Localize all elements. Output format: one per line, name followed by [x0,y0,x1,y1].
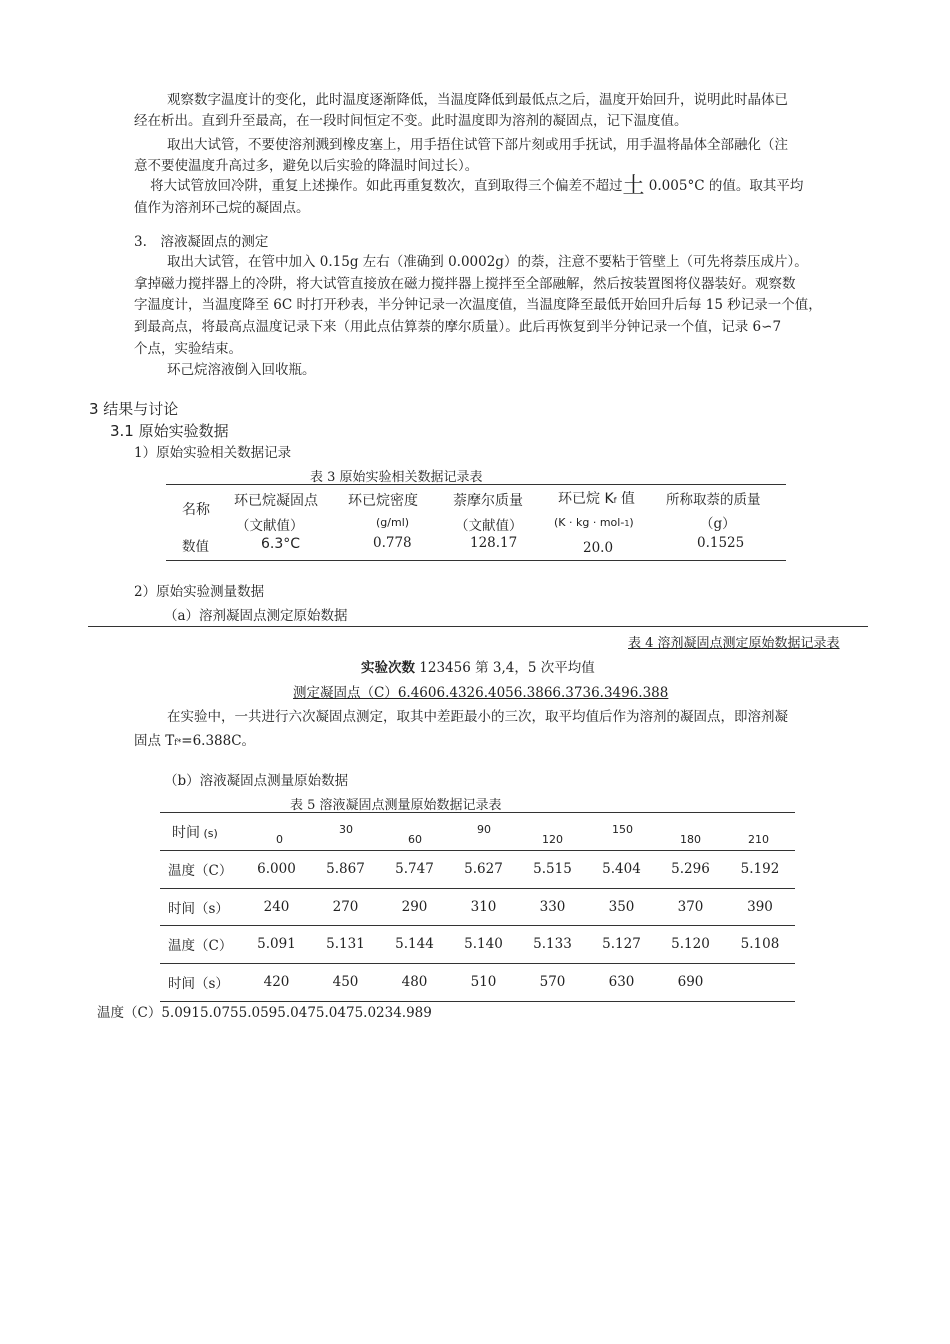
table3-header-4-bottom-a: (K · kg · mol- [554,516,625,529]
table-cell: 5.131 [326,936,365,952]
table-cell: 690 [677,974,704,990]
section-3-line-6: 环己烷溶液倒入回收瓶。 [167,362,316,378]
table3-value-5: 0.1525 [697,535,745,551]
table3-header-4-top-b: 值 [616,491,635,507]
table5-head-time-5: 150 [612,823,633,836]
table3-header-4-top-sub: f [613,496,617,505]
table5-top-rule [160,812,795,813]
heading-related-data: 1）原始实验相关数据记录 [134,445,292,461]
table-cell: 510 [470,974,497,990]
table5-header-label [172,822,218,842]
table-cell: 5.747 [395,861,434,878]
table5-head-time-6: 180 [680,833,701,846]
table5-trailing-row: 温度（C）5.0915.0755.0595.0475.0475.0234.989 [97,1005,432,1021]
table-cell: 420 [263,974,290,990]
table-cell: 570 [539,974,566,990]
section-3-line-2: 拿掉磁力搅拌器上的冷阱，将大试管直接放在磁力搅拌器上搅拌至全部融解，然后按装置图将仪器装好。观察数 [134,276,796,292]
table-cell: 450 [332,974,359,990]
table-cell: 5.515 [533,861,572,878]
row-label: 温度（C） [168,938,233,954]
table-cell: 270 [332,898,359,915]
table3-header-2-bottom: (g/ml) [376,516,410,529]
table-cell: 5.120 [671,936,710,952]
table4-header-label: 实验次数 [361,660,415,676]
section-3-line-3: 字温度计，当温度降至 6C 时打开秒表，半分钟记录一次温度值，当温度降至最低开始回升后每 15 秒记录一个值， [134,297,822,313]
section-divider [88,626,868,627]
table-cell: 370 [677,898,704,915]
table5-head-time-3: 90 [477,823,491,836]
table-cell: 5.133 [533,936,572,952]
conclusion-text-a: 固点 T [134,733,175,749]
table-cell: 5.192 [740,861,780,878]
table5-head-time-2: 60 [408,833,422,846]
table-cell: 5.140 [464,936,503,952]
table3-row-label: 数值 [182,539,209,555]
paragraph-3-text-a: 将大试管放回冷阱，重复上述操作。如此再重复数次，直到取得三个偏差不超过 [150,178,623,194]
table3-bottom-rule [166,560,786,561]
table-cell: 5.296 [671,861,710,878]
conclusion-subscript: f* [174,738,182,747]
table3-caption: 表 3 原始实验相关数据记录表 [310,470,483,485]
table3-header-5-bottom: （g） [700,516,736,532]
heading-results: 3 结果与讨论 [89,400,179,418]
table-row [160,963,795,1001]
table3-header-4-bottom-sub: 1 [624,519,630,528]
table-cell: 5.404 [602,861,641,878]
table5-head-time-4: 120 [542,833,563,846]
table4-header [361,656,595,676]
table-row [160,888,795,925]
table3-value-2: 0.778 [373,535,412,551]
paragraph-2-line-2: 意不要使温度升高过多，避免以后实验的降温时间过长）。 [134,158,479,174]
table-cell: 5.091 [257,936,296,952]
table-cell: 5.108 [740,936,780,952]
table-cell: 6.000 [257,861,296,878]
table5-header-label-text: 时间 [172,825,200,841]
table4-row: 测定凝固点（C）6.4606.4326.4056.3866.3736.3496.388 [293,685,669,701]
table3-header-3-top: 萘摩尔质量 [453,493,523,509]
paragraph-1-line-1: 观察数字温度计的变化，此时温度逐渐降低，当温度降低到最低点之后，温度开始回升，说明此时晶体已 [167,92,788,108]
table-cell: 330 [539,898,566,915]
table3-header-3-bottom: （文献值） [455,518,523,534]
conclusion-text-b: =6.388C。 [181,733,256,749]
table3-value-4: 20.0 [583,540,614,556]
row-label: 时间（s） [168,900,229,917]
table3-header-5-top: 所称取萘的质量 [666,492,761,508]
table3-header-4-top [558,488,635,508]
table4-header-values: 123456 第 3,4，5 次平均值 [415,660,595,676]
conclusion-line-2 [134,731,255,753]
heading-solvent-data: （a）溶剂凝固点测定原始数据 [164,608,348,624]
section-3-title: 3. 溶液凝固点的测定 [134,234,269,250]
table3-header-1-bottom: （文献值） [236,518,304,534]
table-cell: 630 [608,974,635,990]
paragraph-3-line-1 [150,176,803,197]
paragraph-2-line-1: 取出大试管，不要使溶剂溅到橡皮塞上，用手捂住试管下部片刻或用手抚试，用手温将晶体全部融化（注 [167,137,788,153]
table3-header-4-top-a: 环已烷 K [558,491,614,507]
table5-head-time-1: 30 [339,823,353,836]
row-label: 温度（C） [168,863,233,880]
table5-head-time-7: 210 [748,833,769,846]
table5-head-time-0: 0 [276,833,283,846]
table3-header-2-top: 环已烷密度 [348,493,418,509]
table-cell: 310 [470,898,497,915]
heading-raw-data: 3.1 原始实验数据 [110,422,229,440]
row-label: 时间（s） [168,976,229,992]
table-cell: 5.127 [602,936,641,952]
table-cell: 240 [263,898,290,915]
table-cell: 5.867 [326,861,365,878]
table3-header-1-top: 环已烷凝固点 [234,493,318,509]
plus-minus-glyph: 土 [622,174,645,199]
table-cell: 5.627 [464,861,503,878]
table3-header-4-bottom-end: ) [629,516,634,529]
section-3-line-5: 个点，实验结束。 [134,341,242,357]
section-3-line-4: 到最高点，将最高点温度记录下来（用此点估算萘的摩尔质量）。此后再恢复到半分钟记录一个值，记录 6∽7 [134,319,782,335]
table5-caption: 表 5 溶液凝固点测量原始数据记录表 [290,798,502,813]
table3-top-rule [166,484,786,485]
table3-header-4-bottom [554,516,634,529]
table3-value-1: 6.3°C [261,536,301,552]
paragraph-1-line-2: 经在析出。直到升至最高，在一段时间恒定不变。此时温度即为溶剂的凝固点，记下温度值。 [134,113,688,129]
conclusion-line-1: 在实验中，一共进行六次凝固点测定，取其中差距最小的三次，取平均值后作为溶剂的凝固点，即溶剂凝 [167,709,788,725]
table4-caption: 表 4 溶剂凝固点测定原始数据记录表 [628,636,840,651]
table-row [160,851,795,888]
table3-header-name: 名称 [182,502,210,518]
paragraph-3-text-b: 0.005°C 的值。取其平均 [644,178,804,194]
table5-header-unit: (s) [200,827,218,840]
table-cell: 390 [747,898,773,915]
table3-value-3: 128.17 [470,535,518,551]
heading-solution-data: （b）溶液凝固点测量原始数据 [164,773,349,789]
table-cell: 290 [401,898,428,915]
heading-measured-data: 2）原始实验测量数据 [134,584,265,600]
section-3-line-1: 取出大试管，在管中加入 0.15g 左右（准确到 0.0002g）的萘，注意不要粘于管壁上（可先将萘压成片）。 [167,254,808,270]
paragraph-3-line-2: 值作为溶剂环己烷的凝固点。 [134,200,310,216]
table-row [160,925,795,963]
table-cell [725,963,795,1001]
table-cell: 480 [401,974,428,990]
table-cell: 350 [608,898,635,915]
table5-body [160,851,795,1002]
table-cell: 5.144 [395,936,434,952]
